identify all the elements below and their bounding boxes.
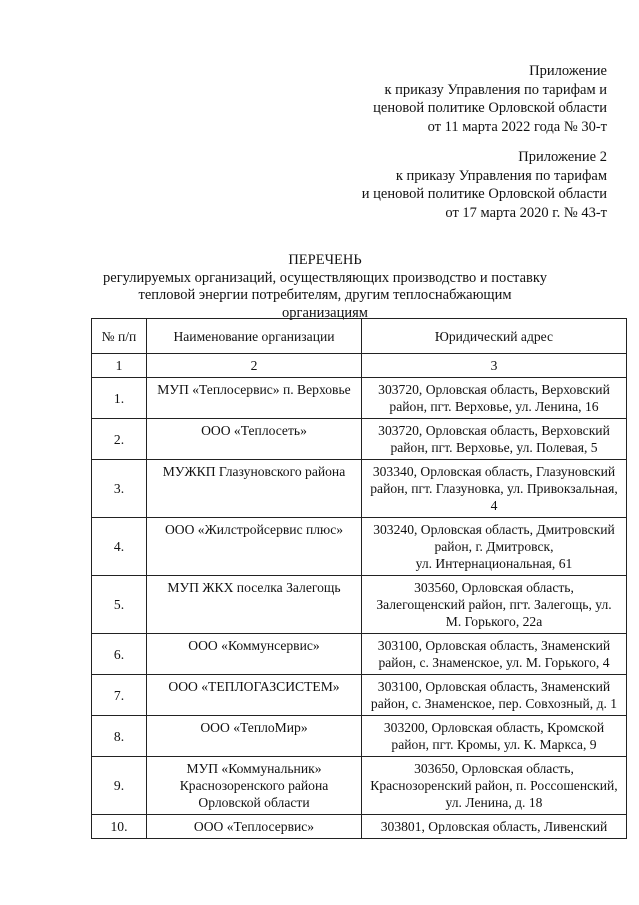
organization-name-cell bbox=[147, 576, 362, 634]
legal-address-line: район, пгт. Глазуновка, ул. Привокзальная, bbox=[370, 481, 618, 496]
appendix-line: Приложение 2 bbox=[518, 149, 607, 165]
legal-address-cell bbox=[362, 757, 627, 815]
legal-address-line: 303100, Орловская область, Знаменский bbox=[377, 679, 611, 694]
organization-name-line: МУП «Коммунальник» bbox=[186, 761, 322, 776]
legal-address-line: район, пгт. Кромы, ул. К. Маркса, 9 bbox=[391, 737, 597, 752]
header-cell-number: № п/п bbox=[92, 319, 147, 354]
legal-address-line: район, пгт. Верховье, ул. Полевая, 5 bbox=[390, 440, 598, 455]
legal-address-line: 303650, Орловская область, bbox=[414, 761, 574, 776]
organization-name-cell bbox=[147, 518, 362, 576]
row-number-cell: 1. bbox=[92, 378, 147, 419]
legal-address-line: ул. Интернациональная, 61 bbox=[415, 556, 573, 571]
legal-address-line: Краснозоренский район, п. Россошенский, bbox=[370, 778, 618, 793]
organization-name-cell bbox=[147, 716, 362, 757]
table-row bbox=[92, 634, 627, 675]
legal-address-line: ул. Ленина, д. 18 bbox=[445, 795, 543, 810]
legal-address-cell bbox=[362, 634, 627, 675]
organization-name-cell bbox=[147, 378, 362, 419]
organization-name-line: ООО «Теплосеть» bbox=[201, 423, 307, 438]
legal-address-line: район, пгт. Верховье, ул. Ленина, 16 bbox=[389, 399, 599, 414]
row-number-cell: 7. bbox=[92, 675, 147, 716]
organization-name-line: Орловской области bbox=[198, 795, 310, 810]
appendix-header bbox=[373, 62, 607, 136]
row-number-cell: 2. bbox=[92, 419, 147, 460]
legal-address-line: район, г. Дмитровск, bbox=[434, 539, 554, 554]
table-row bbox=[92, 757, 627, 815]
header-cell-address: Юридический адрес bbox=[362, 319, 627, 354]
organization-name-line: МУП «Теплосервис» п. Верховье bbox=[157, 382, 351, 397]
legal-address-line: район, с. Знаменское, пер. Совхозный, д. 1 bbox=[370, 696, 618, 711]
row-number-cell: 4. bbox=[92, 518, 147, 576]
organization-name-cell bbox=[147, 675, 362, 716]
table-row bbox=[92, 460, 627, 518]
index-cell: 2 bbox=[147, 354, 362, 378]
organization-name-line: МУП ЖКХ поселка Залегощь bbox=[167, 580, 341, 595]
table-row bbox=[92, 815, 627, 839]
legal-address-cell bbox=[362, 716, 627, 757]
legal-address-line: 303720, Орловская область, Верховский bbox=[378, 382, 610, 397]
organization-name-line: ООО «Коммунсервис» bbox=[188, 638, 320, 653]
legal-address-cell bbox=[362, 518, 627, 576]
title-line: регулируемых организаций, осуществляющих производство и поставку bbox=[103, 269, 547, 286]
legal-address-cell bbox=[362, 378, 627, 419]
row-number-cell: 5. bbox=[92, 576, 147, 634]
organization-name-line: Краснозоренского района bbox=[179, 778, 329, 793]
appendix-line: Приложение bbox=[529, 63, 607, 79]
organizations-table bbox=[91, 318, 627, 839]
legal-address-line: Залегощенский район, пгт. Залегощь, ул. bbox=[376, 597, 612, 612]
row-number-cell: 8. bbox=[92, 716, 147, 757]
legal-address-line: 303720, Орловская область, Верховский bbox=[378, 423, 610, 438]
table-row bbox=[92, 576, 627, 634]
organization-name-cell bbox=[147, 634, 362, 675]
table-row bbox=[92, 378, 627, 419]
legal-address-line: 303801, Орловская область, Ливенский bbox=[380, 819, 608, 834]
table-row bbox=[92, 716, 627, 757]
legal-address-cell bbox=[362, 419, 627, 460]
row-number-cell: 10. bbox=[92, 815, 147, 839]
row-number-cell: 3. bbox=[92, 460, 147, 518]
legal-address-line: 303100, Орловская область, Знаменский bbox=[377, 638, 611, 653]
legal-address-line: 303560, Орловская область, bbox=[414, 580, 574, 595]
organization-name-cell bbox=[147, 460, 362, 518]
table-header-row bbox=[92, 319, 627, 354]
legal-address-line: 303240, Орловская область, Дмитровский bbox=[373, 522, 615, 537]
table-index-row bbox=[92, 354, 627, 378]
legal-address-line: 303200, Орловская область, Кромской bbox=[383, 720, 605, 735]
title-heading: ПЕРЕЧЕНЬ bbox=[288, 252, 362, 268]
organization-name-line: ООО «Жилстройсервис плюс» bbox=[164, 522, 344, 537]
legal-address-line: район, с. Знаменское, ул. М. Горького, 4 bbox=[378, 655, 610, 670]
legal-address-cell bbox=[362, 815, 627, 839]
index-cell: 3 bbox=[362, 354, 627, 378]
table-row bbox=[92, 419, 627, 460]
appendix-line: к приказу Управления по тарифам и bbox=[384, 81, 607, 98]
index-cell: 1 bbox=[92, 354, 147, 378]
legal-address-cell bbox=[362, 675, 627, 716]
appendix-line: от 17 марта 2020 г. № 43-т bbox=[445, 204, 607, 221]
title-line: тепловой энергии потребителям, другим теплоснабжающим организациям bbox=[138, 287, 512, 321]
organization-name-line: ООО «ТЕПЛОГАЗСИСТЕМ» bbox=[168, 679, 340, 694]
table-row bbox=[92, 675, 627, 716]
legal-address-line: 4 bbox=[490, 498, 498, 513]
appendix-line: к приказу Управления по тарифам bbox=[395, 167, 607, 184]
table-row bbox=[92, 518, 627, 576]
organization-name-cell bbox=[147, 419, 362, 460]
header-cell-name: Наименование организации bbox=[147, 319, 362, 354]
organization-name-line: ООО «Теплосервис» bbox=[193, 819, 315, 834]
appendix-line: и ценовой политике Орловской области bbox=[361, 186, 607, 203]
legal-address-line: 303340, Орловская область, Глазуновский bbox=[372, 464, 616, 479]
row-number-cell: 6. bbox=[92, 634, 147, 675]
organization-name-line: МУЖКП Глазуновского района bbox=[162, 464, 346, 479]
legal-address-line: М. Горького, 22а bbox=[445, 614, 543, 629]
appendix-line: ценовой политике Орловской области bbox=[373, 100, 607, 117]
legal-address-cell bbox=[362, 576, 627, 634]
organization-name-cell bbox=[147, 757, 362, 815]
document-title bbox=[95, 252, 555, 322]
organization-name-cell bbox=[147, 815, 362, 839]
row-number-cell: 9. bbox=[92, 757, 147, 815]
appendix-line: от 11 марта 2022 года № 30-т bbox=[427, 118, 607, 135]
appendix-2-header bbox=[362, 148, 607, 222]
organization-name-line: ООО «ТеплоМир» bbox=[200, 720, 308, 735]
legal-address-cell bbox=[362, 460, 627, 518]
